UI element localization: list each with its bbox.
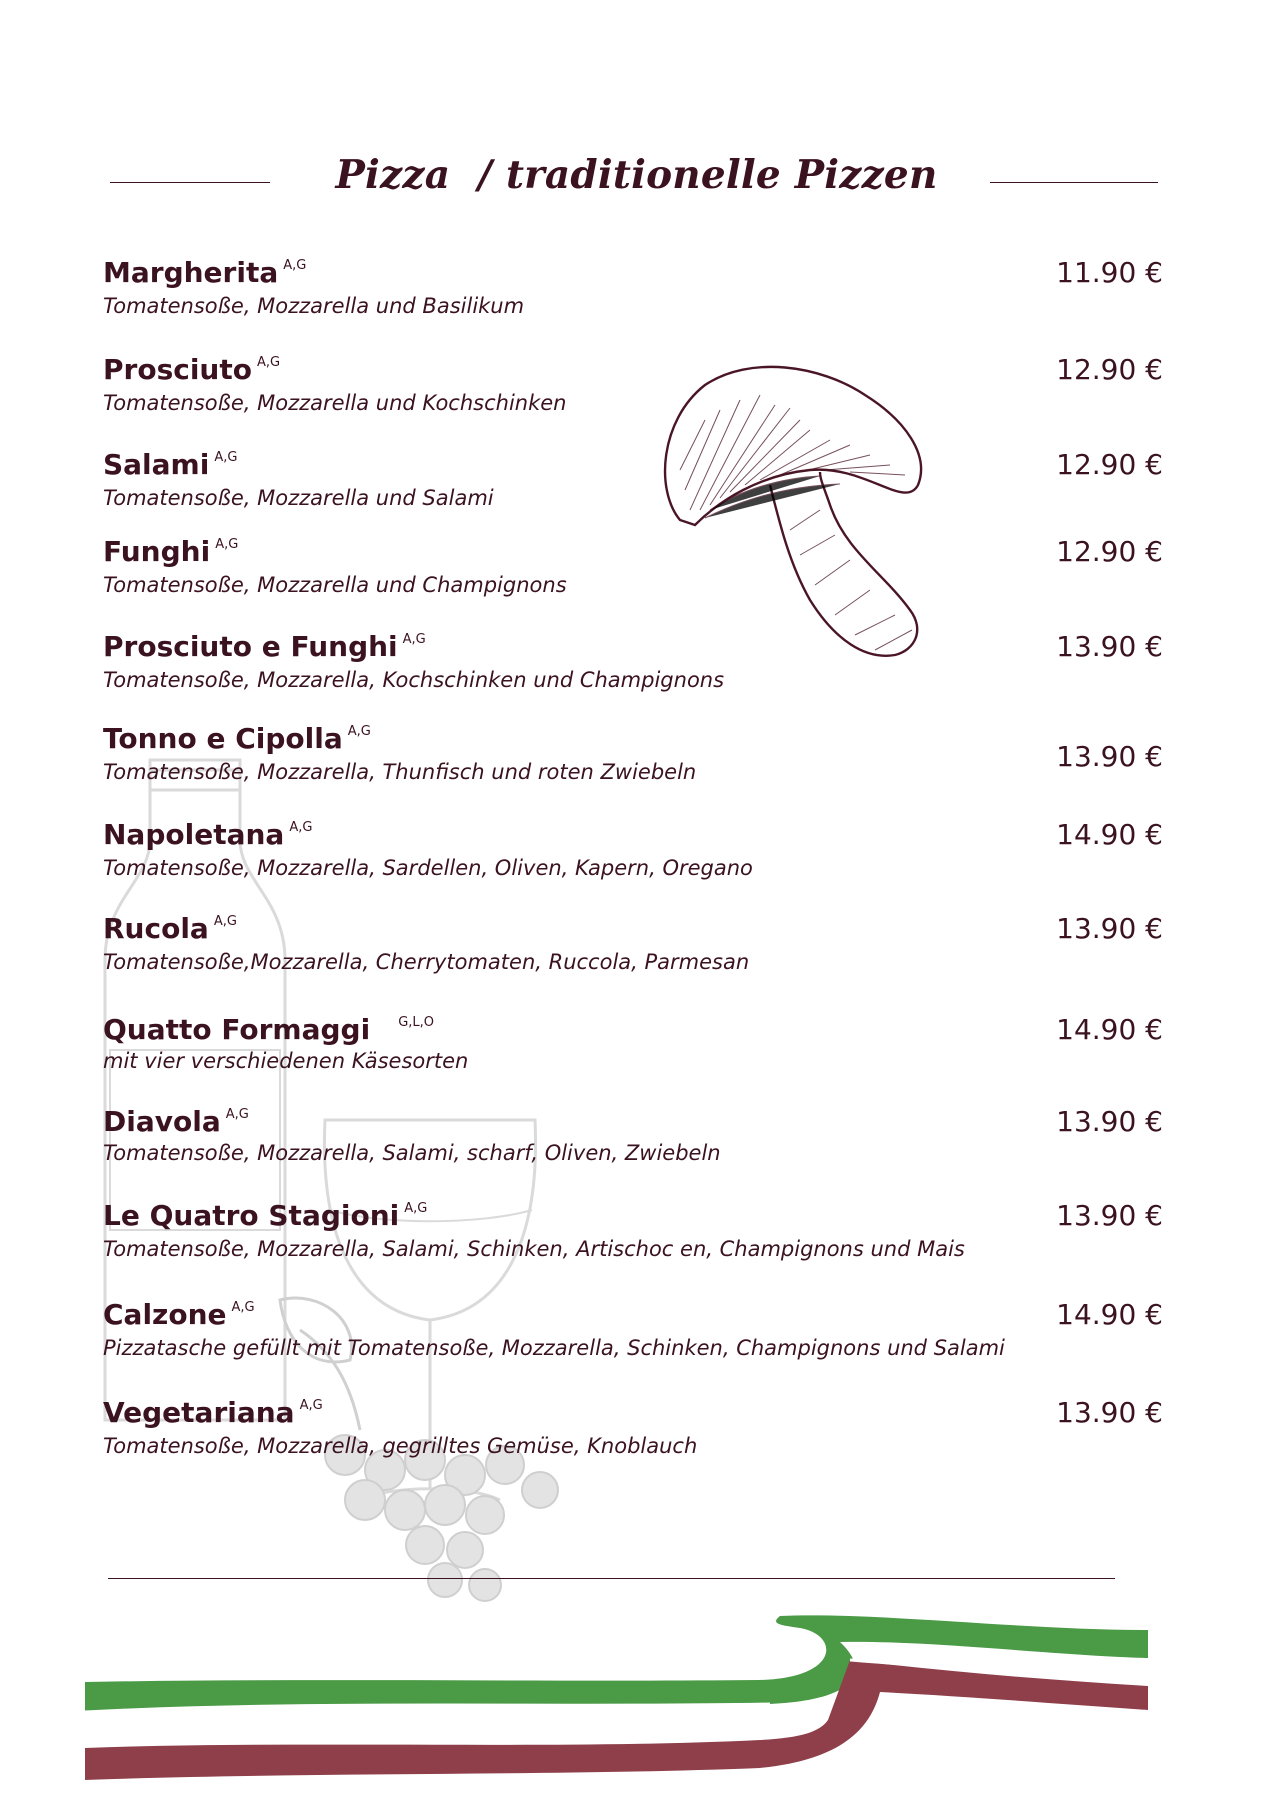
- item-description: Tomatensoße, Mozzarella, gegrilltes Gemüse, Knoblauch: [103, 1434, 698, 1458]
- menu-item: [103, 1199, 1163, 1279]
- item-description: Tomatensoße, Mozzarella und Salami: [103, 486, 494, 510]
- menu-item: [103, 1298, 1163, 1378]
- item-description: Pizzatasche gefüllt mit Tomatensoße, Mozzarella, Schinken, Champignons und Salami: [103, 1336, 1005, 1360]
- menu-item: [103, 1013, 1163, 1093]
- item-allergens: A,G: [404, 1201, 428, 1216]
- item-name: Salami: [103, 448, 210, 481]
- item-name: Margherita: [103, 256, 279, 289]
- item-allergens: A,G: [347, 724, 371, 739]
- item-description: Tomatensoße, Mozzarella, Thunfisch und roten Zwiebeln: [103, 760, 697, 784]
- item-name: Funghi: [103, 535, 211, 568]
- item-name: Calzone: [103, 1298, 227, 1331]
- item-name: Quatto Formaggi: [103, 1013, 371, 1046]
- menu-item: [103, 448, 1163, 528]
- menu-item: [103, 256, 1163, 336]
- item-description: Tomatensoße, Mozzarella und Kochschinken: [103, 391, 567, 415]
- menu-item: [103, 818, 1163, 898]
- item-description: Tomatensoße, Mozzarella, Salami, Schinken, Artischoc en, Champignons und Mais: [103, 1237, 965, 1261]
- menu-item: [103, 630, 1163, 710]
- item-name: Rucola: [103, 912, 209, 945]
- item-price: 14.90 €: [1056, 818, 1163, 851]
- menu-title: Pizza / traditionelle Pizzen: [335, 152, 938, 198]
- item-description: Tomatensoße, Mozzarella, Kochschinken und Champignons: [103, 668, 725, 692]
- item-price: 13.90 €: [1056, 1199, 1163, 1232]
- item-price: 13.90 €: [1056, 912, 1163, 945]
- item-name: Le Quatro Stagioni: [103, 1199, 400, 1232]
- menu-item: [103, 535, 1163, 615]
- item-price: 12.90 €: [1056, 353, 1163, 386]
- item-allergens: A,G: [231, 1300, 255, 1315]
- item-price: 11.90 €: [1056, 256, 1163, 289]
- item-allergens: A,G: [256, 355, 281, 370]
- item-name: Vegetariana: [103, 1396, 295, 1429]
- item-allergens: A,G: [214, 450, 238, 465]
- bottom-divider: [108, 1578, 1115, 1579]
- item-name: Prosciuto e Funghi: [103, 630, 398, 663]
- item-name: Prosciuto: [103, 353, 252, 386]
- menu-item: [103, 1105, 1163, 1185]
- item-description: Tomatensoße, Mozzarella, Sardellen, Oliven, Kapern, Oregano: [103, 856, 753, 880]
- item-price: 14.90 €: [1056, 1013, 1163, 1046]
- menu-item: [103, 722, 1163, 802]
- item-description: Tomatensoße,Mozzarella, Cherrytomaten, Ruccola, Parmesan: [103, 950, 750, 974]
- item-name: Napoletana: [103, 818, 285, 851]
- item-allergens: A,G: [215, 537, 239, 552]
- item-price: 13.90 €: [1056, 740, 1163, 773]
- item-allergens: A,G: [225, 1107, 249, 1122]
- item-description: mit vier verschiedenen Käsesorten: [103, 1049, 469, 1073]
- italian-flag-ribbon: [0, 1600, 1273, 1800]
- item-description: Tomatensoße, Mozzarella und Champignons: [103, 573, 567, 597]
- item-price: 13.90 €: [1056, 630, 1163, 663]
- item-price: 14.90 €: [1056, 1298, 1163, 1331]
- item-allergens: A,G: [289, 820, 313, 835]
- item-allergens: A,G: [402, 632, 426, 647]
- item-price: 13.90 €: [1056, 1396, 1163, 1429]
- item-allergens: A,G: [283, 258, 307, 273]
- menu-item: [103, 353, 1163, 433]
- item-price: 13.90 €: [1056, 1105, 1163, 1138]
- item-name: Tonno e Cipolla: [103, 722, 343, 755]
- item-allergens: A,G: [213, 914, 237, 929]
- menu-item: [103, 1396, 1163, 1476]
- item-description: Tomatensoße, Mozzarella und Basilikum: [103, 294, 525, 318]
- menu-item: [103, 912, 1163, 992]
- item-name: Diavola: [103, 1105, 221, 1138]
- item-allergens: G,L,O: [398, 1015, 435, 1030]
- item-allergens: A,G: [299, 1398, 323, 1413]
- item-description: Tomatensoße, Mozzarella, Salami, scharf, Oliven, Zwiebeln: [103, 1141, 721, 1165]
- item-price: 12.90 €: [1056, 535, 1163, 568]
- item-price: 12.90 €: [1056, 448, 1163, 481]
